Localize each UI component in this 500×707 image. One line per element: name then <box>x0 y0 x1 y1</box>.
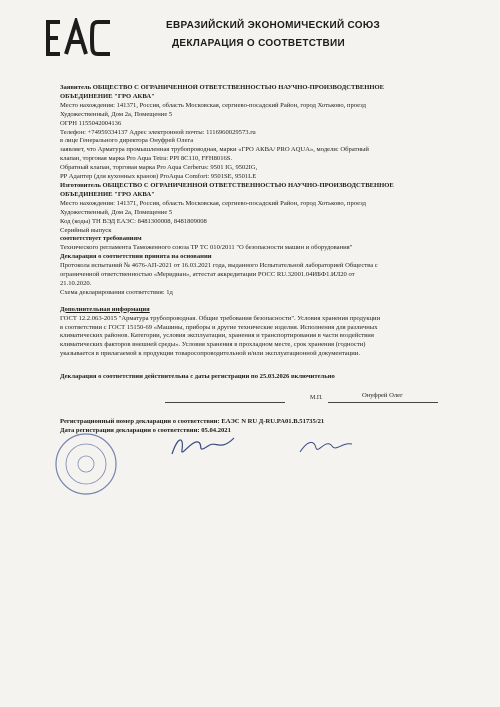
signatory-name: Онуфрей Олег <box>362 392 403 400</box>
basis-line: Декларация о соответствии принята на основании <box>60 253 212 261</box>
eac-logo-icon <box>44 18 114 58</box>
product-line: клапан, торговая марка Pro Aqua Tetra: PPI 8C110, FFH8016S. <box>60 155 233 163</box>
additional-info-line: ГОСТ 12.2.063-2015 "Арматура трубопроводная. Общие требования безопасности". Условия хранения продукции <box>60 314 381 322</box>
additional-info-line: указывается в прилагаемой к продукции товаросопроводительной и/или эксплуатационной документации. <box>60 350 360 358</box>
handwritten-signature-icon <box>168 432 238 460</box>
handwritten-signature-icon <box>296 434 356 458</box>
registration-date-line: Дата регистрации декларации о соответствии: 05.04.2021 <box>60 427 231 434</box>
address-line: Художественный, Дом 2а, Помещение 5 <box>60 208 173 216</box>
additional-info-line: климатических факторов внешней среды». Условия хранения в прохладном месте, срок хранения (годности) <box>60 341 366 349</box>
conforms-line: соответствует требованиям <box>60 235 142 243</box>
protocol-line: Протокола испытаний № 4676-АП-2021 от 16.03.2021 года, выданного Испытательной лабораторией Общества с <box>60 262 378 270</box>
serial-line: Серийный выпуск <box>60 226 112 234</box>
address-line: Место нахождения: 141371, Россия, область Московская, сергиево-посадский Район, город Хотьково, проезд <box>60 101 366 109</box>
ogrn-line: ОГРН 1155042004136 <box>60 119 122 127</box>
signature-block <box>60 382 480 418</box>
scheme-line: Схема декларирования соответствия: 1д <box>60 288 173 296</box>
regulation-line: Технического регламента Таможенного союза ТР ТС 010/2011 "О безопасности машин и оборудования" <box>60 244 353 252</box>
declaration-title: ДЕКЛАРАЦИЯ О СООТВЕТСТВИИ <box>172 38 345 49</box>
additional-info-line: климатических районов. Категории, условия эксплуатации, хранения и транспортирования в части воздействия <box>60 332 374 340</box>
protocol-line: ограниченной ответственностью «Меридиан», аттестат аккредитации РОСС RU.32001.04ИБФ1.ИЛ20 от <box>60 271 355 279</box>
product-line: заявляет, что Арматура промышленная трубопроводная, марки «ГРО АКВА/ PRO AQUA», модели: Обратный <box>60 146 369 154</box>
product-line: Обратный клапан, торговая марка Pro Aqua Cerberus: 9501 IG, 9502IG, <box>60 164 258 172</box>
address-line: Художественный, Дом 2а, Помещение 5 <box>60 110 173 118</box>
manufacturer-line: Изготовитель ОБЩЕСТВО С ОГРАНИЧЕННОЙ ОТВЕТСТВЕННОСТЬЮ НАУЧНО-ПРОИЗВОДСТВЕННОЕ <box>60 181 394 189</box>
company-stamp-icon <box>52 430 120 498</box>
applicant-line: Заявитель ОБЩЕСТВО С ОГРАНИЧЕННОЙ ОТВЕТСТВЕННОСТЬЮ НАУЧНО-ПРОИЗВОДСТВЕННОЕ <box>60 84 385 91</box>
union-heading: ЕВРАЗИЙСКИЙ ЭКОНОМИЧЕСКИЙ СОЮЗ <box>166 20 381 31</box>
contact-line: Телефон: +74959334137 Адрес электронной почты: 1116960029573.ru <box>60 128 256 136</box>
applicant-line: ОБЪЕДИНЕНИЕ "ГРО АКВА" <box>60 92 155 100</box>
tnved-line: Код (коды) ТН ВЭД ЕАЭС: 8481300008, 8481809008 <box>60 217 207 225</box>
additional-info-heading: Дополнительная информация <box>60 305 150 313</box>
validity-line: Декларация о соответствии действительна с даты регистрации по 25.03.2026 включительно <box>60 373 335 381</box>
product-line: PP Адаптер (для кухонных кранов) ProAqua Comfort: 9501SE, 9501LE <box>60 173 257 181</box>
manufacturer-line: ОБЪЕДИНЕНИЕ "ГРО АКВА" <box>60 190 155 198</box>
registration-number-line: Регистрационный номер декларации о соответствии: ЕАЭС N RU Д-RU.PA01.B.51735/21 <box>60 418 325 426</box>
director-line: в лице Генерального директора Онуфрей Олега <box>60 137 194 145</box>
declaration-body <box>60 84 480 436</box>
stamp-place-label: М.П. <box>310 395 323 402</box>
protocol-line: 21.10.2020. <box>60 279 92 287</box>
address-line: Место нахождения: 141371, Россия, область Московская, сергиево-посадский Район, город Хотьково, проезд <box>60 199 366 207</box>
additional-info-line: в соответствии с ГОСТ 15150-69 «Машины, приборы и другие технические изделия. Исполнения для различных <box>60 323 378 331</box>
